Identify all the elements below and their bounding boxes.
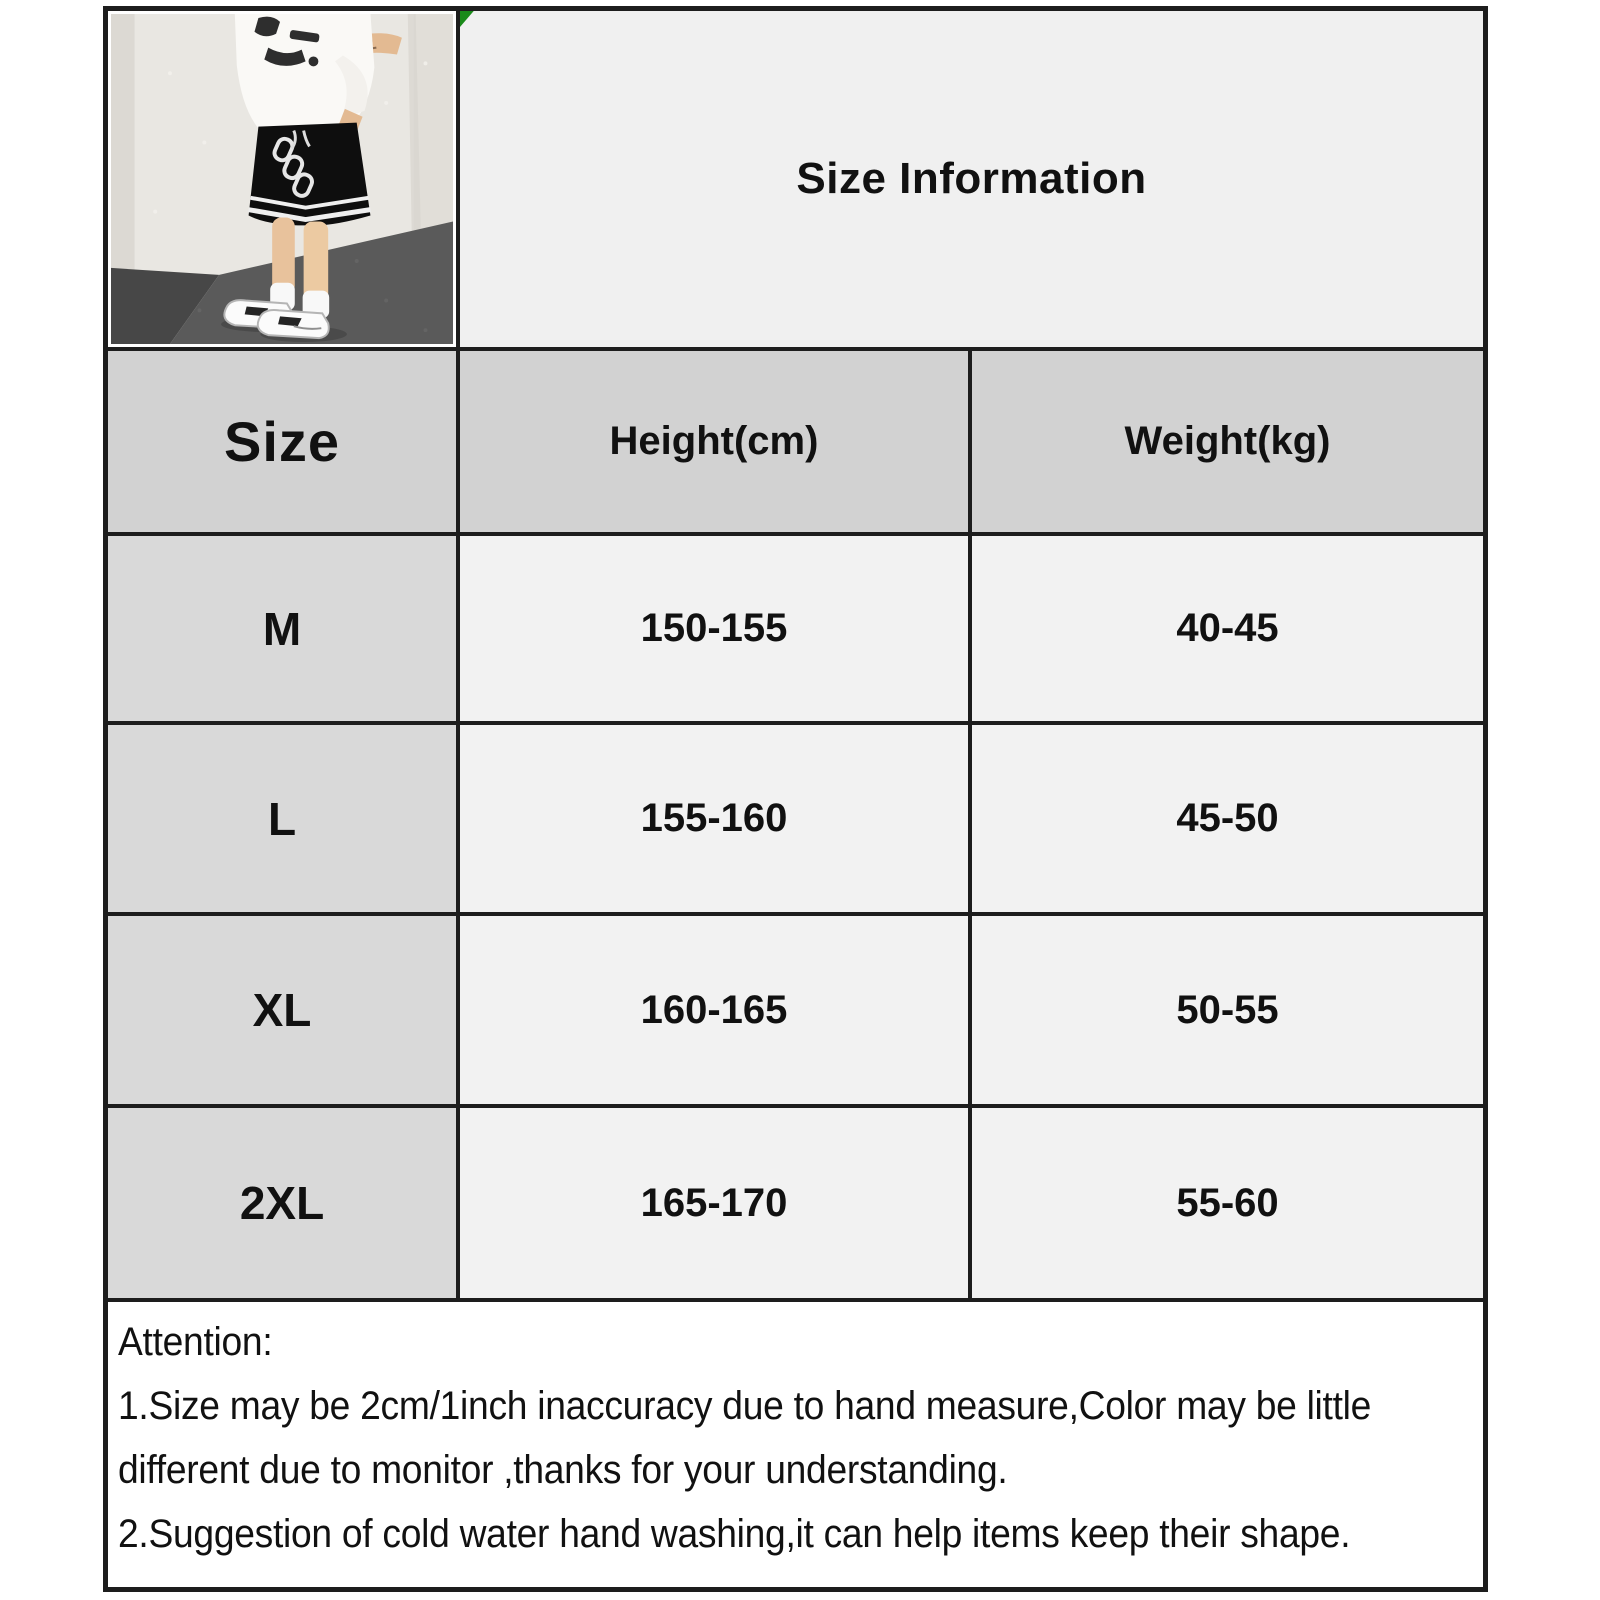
- product-photo: [108, 11, 460, 351]
- column-header-weight: Weight(kg): [972, 351, 1483, 536]
- page-title: Size Information: [796, 154, 1147, 203]
- size-information-title-cell: [460, 11, 1483, 351]
- size-label-l: L: [108, 725, 460, 916]
- height-value-l: 155-160: [460, 725, 972, 916]
- attention-heading: Attention:: [118, 1320, 273, 1364]
- weight-value-m: 40-45: [972, 536, 1483, 725]
- size-label-2xl: 2XL: [108, 1108, 460, 1302]
- column-header-size: Size: [108, 351, 460, 536]
- attention-note-1-line-2: different due to monitor ,thanks for your understanding.: [118, 1448, 1008, 1492]
- attention-note-2: 2.Suggestion of cold water hand washing,it can help items keep their shape.: [118, 1512, 1351, 1556]
- size-label-m: M: [108, 536, 460, 725]
- weight-value-xl: 50-55: [972, 916, 1483, 1108]
- height-value-xl: 160-165: [460, 916, 972, 1108]
- attention-note-1-line-1: 1.Size may be 2cm/1inch inaccuracy due to hand measure,Color may be little: [118, 1384, 1372, 1428]
- weight-value-2xl: 55-60: [972, 1108, 1483, 1302]
- cell-flag-icon: [460, 11, 482, 30]
- attention-notes: [108, 1302, 1483, 1587]
- height-value-2xl: 165-170: [460, 1108, 972, 1302]
- size-chart-sheet: [103, 6, 1488, 1592]
- product-photo-illustration: [111, 14, 453, 344]
- column-header-height: Height(cm): [460, 351, 972, 536]
- height-value-m: 150-155: [460, 536, 972, 725]
- size-label-xl: XL: [108, 916, 460, 1108]
- weight-value-l: 45-50: [972, 725, 1483, 916]
